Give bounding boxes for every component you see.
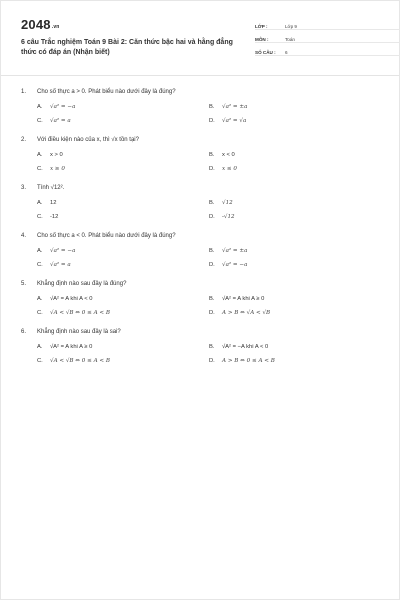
option-letter: C. — [37, 310, 43, 316]
option-text: √A² = −A khi A < 0 — [222, 344, 269, 350]
option-d[interactable] — [209, 114, 381, 128]
option-text: √A < √B ⇔ 0 ≤ A < B — [50, 358, 110, 364]
meta-value: Lớp 9 — [285, 23, 297, 29]
question-number: 1. — [21, 89, 27, 95]
question-2 — [21, 136, 381, 176]
option-a[interactable] — [37, 244, 209, 258]
option-c[interactable] — [37, 306, 209, 320]
option-c[interactable] — [37, 258, 209, 272]
option-text: x > 0 — [50, 152, 63, 158]
option-text: x ≤ 0 — [222, 166, 237, 172]
question-prompt: Khẳng định nào sau đây là đúng? — [37, 281, 127, 287]
option-letter: D. — [209, 262, 215, 268]
option-letter: A. — [37, 152, 43, 158]
option-text: √a² = −a — [50, 104, 76, 110]
option-letter: A. — [37, 104, 43, 110]
site-logo[interactable] — [21, 17, 60, 32]
question-prompt: Cho số thực a < 0. Phát biểu nào dưới đây là đúng? — [37, 233, 176, 239]
option-letter: C. — [37, 166, 43, 172]
header-divider — [1, 75, 399, 76]
option-text: x < 0 — [222, 152, 235, 158]
option-letter: B. — [209, 296, 215, 302]
option-c[interactable] — [37, 162, 209, 176]
question-number: 2. — [21, 137, 27, 143]
question-text — [21, 280, 381, 292]
option-letter: D. — [209, 214, 215, 220]
question-number: 5. — [21, 281, 27, 287]
option-b[interactable] — [209, 148, 381, 162]
document-title: 6 câu Trắc nghiệm Toán 9 Bài 2: Căn thức bậc hai và hằng đẳng thức có đáp án (Nhận biết) — [21, 39, 233, 56]
logo-suffix: .vn — [51, 24, 60, 30]
option-letter: B. — [209, 200, 215, 206]
option-text: √a² = ±a — [222, 248, 248, 254]
option-letter: A. — [37, 200, 43, 206]
option-b[interactable] — [209, 340, 381, 354]
option-b[interactable] — [209, 244, 381, 258]
question-gap — [21, 224, 381, 232]
question-number: 6. — [21, 329, 27, 335]
answer-options — [37, 244, 381, 272]
option-letter: C. — [37, 358, 43, 364]
question-number: 4. — [21, 233, 27, 239]
option-letter: A. — [37, 344, 43, 350]
option-a[interactable] — [37, 196, 209, 210]
logo-text: 2048 — [21, 17, 51, 32]
option-c[interactable] — [37, 354, 209, 368]
option-text: √a² = ±a — [222, 104, 248, 110]
option-d[interactable] — [209, 258, 381, 272]
option-letter: B. — [209, 248, 215, 254]
meta-label: MÔN : — [255, 36, 269, 42]
option-letter: B. — [209, 344, 215, 350]
document-header — [21, 15, 381, 71]
option-text: A > B ⇔ √A < √B — [222, 310, 271, 316]
option-c[interactable] — [37, 210, 209, 224]
option-d[interactable] — [209, 354, 381, 368]
meta-label: SỐ CÂU : — [255, 49, 276, 55]
question-5 — [21, 280, 381, 320]
option-text: √12 — [222, 200, 233, 206]
question-3 — [21, 184, 381, 224]
question-text — [21, 184, 381, 196]
option-text: √a² = a — [50, 262, 71, 268]
option-text: √A² = A khi A < 0 — [50, 296, 93, 302]
question-text — [21, 136, 381, 148]
question-gap — [21, 176, 381, 184]
question-text — [21, 232, 381, 244]
question-prompt: Cho số thực a > 0. Phát biểu nào dưới đây là đúng? — [37, 89, 176, 95]
option-b[interactable] — [209, 196, 381, 210]
answer-options — [37, 340, 381, 368]
meta-value: 6 — [285, 49, 288, 55]
answer-options — [37, 292, 381, 320]
question-gap — [21, 128, 381, 136]
option-text: √a² = −a — [50, 248, 76, 254]
option-text: A > B ⇔ 0 ≤ A < B — [222, 358, 275, 364]
meta-class — [255, 17, 400, 30]
answer-options — [37, 148, 381, 176]
option-text: √a² = √a — [222, 118, 247, 124]
option-a[interactable] — [37, 100, 209, 114]
option-letter: D. — [209, 166, 215, 172]
meta-question-count — [255, 43, 400, 56]
option-text: √A < √B ⇔ 0 ≤ A < B — [50, 310, 110, 316]
question-1 — [21, 88, 381, 128]
option-letter: B. — [209, 152, 215, 158]
option-text: x ≥ 0 — [50, 166, 65, 172]
option-text: 12 — [50, 200, 57, 206]
option-d[interactable] — [209, 306, 381, 320]
option-d[interactable] — [209, 162, 381, 176]
question-text — [21, 328, 381, 340]
option-letter: D. — [209, 118, 215, 124]
question-prompt: Với điều kiện nào của x, thì √x tồn tại? — [37, 137, 139, 143]
question-prompt: Tính √12². — [37, 185, 65, 191]
option-text: -12 — [50, 214, 59, 220]
meta-subject — [255, 30, 400, 43]
option-a[interactable] — [37, 340, 209, 354]
option-letter: B. — [209, 104, 215, 110]
option-c[interactable] — [37, 114, 209, 128]
option-letter: A. — [37, 296, 43, 302]
meta-label: LỚP : — [255, 23, 268, 29]
answer-options — [37, 196, 381, 224]
question-text — [21, 88, 381, 100]
option-letter: C. — [37, 118, 43, 124]
question-number: 3. — [21, 185, 27, 191]
option-letter: A. — [37, 248, 43, 254]
document-meta — [255, 17, 400, 56]
option-letter: C. — [37, 214, 43, 220]
question-4 — [21, 232, 381, 272]
meta-value: Toán — [285, 36, 295, 42]
option-d[interactable] — [209, 210, 381, 224]
option-letter: D. — [209, 358, 215, 364]
option-text: √A² = A khi A ≥ 0 — [222, 296, 265, 302]
answer-options — [37, 100, 381, 128]
option-a[interactable] — [37, 292, 209, 306]
option-letter: C. — [37, 262, 43, 268]
option-letter: D. — [209, 310, 215, 316]
option-a[interactable] — [37, 148, 209, 162]
question-prompt: Khẳng định nào sau đây là sai? — [37, 329, 121, 335]
option-text: -√12 — [222, 214, 235, 220]
option-text: √a² = −a — [222, 262, 248, 268]
option-text: √a² = a — [50, 118, 71, 124]
option-b[interactable] — [209, 100, 381, 114]
question-gap — [21, 272, 381, 280]
question-gap — [21, 320, 381, 328]
option-text: √A² = A khi A ≥ 0 — [50, 344, 93, 350]
question-6 — [21, 328, 381, 368]
option-b[interactable] — [209, 292, 381, 306]
